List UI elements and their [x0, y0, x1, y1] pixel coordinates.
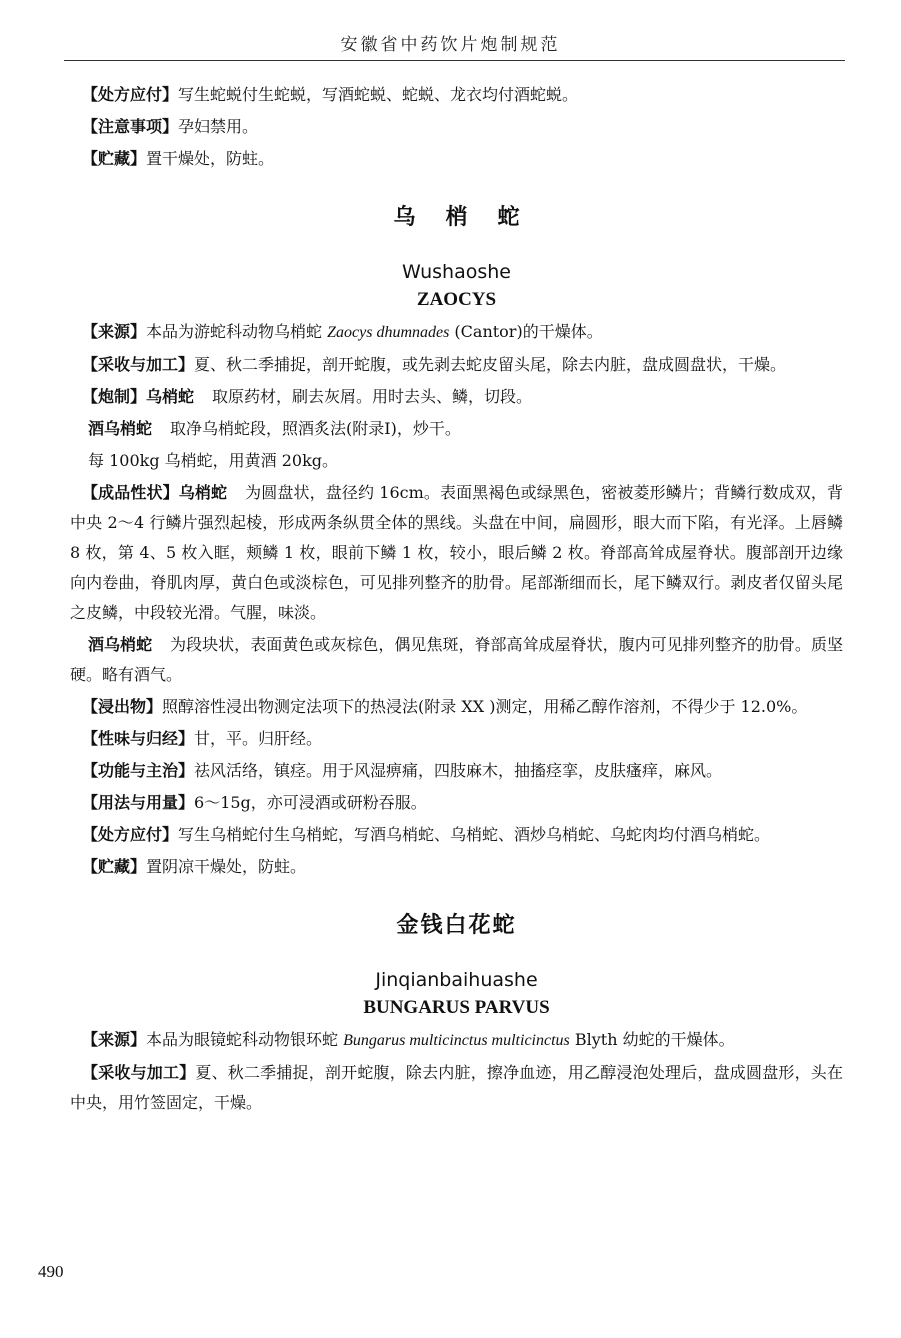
entry1-taste: 【性味与归经】甘，平。归肝经。 [82, 729, 323, 748]
entry1-title: 乌梢蛇 [393, 205, 550, 230]
prev-dispense: 【处方应付】写生蛇蜕付生蛇蜕，写酒蛇蜕、蛇蜕、龙衣均付酒蛇蜕。 [82, 85, 579, 104]
entry1-dispense: 【处方应付】写生乌梢蛇付生乌梢蛇，写酒乌梢蛇、乌梢蛇、酒炒乌梢蛇、乌蛇肉均付酒乌梢蛇。 [82, 825, 771, 844]
entry1-processing: 【炮制】乌梢蛇 取原药材，刷去灰屑。用时去头、鳞，切段。 [82, 387, 533, 406]
entry2-harvest: 【采收与加工】夏、秋二季捕捉，剖开蛇腹，除去内脏，擦净血迹，用乙醇浸泡处理后，盘成圆盘形，头在中央，用竹签固定，干燥。 [70, 1063, 843, 1112]
entry1-storage: 【贮藏】置阴凉干燥处，防蛀。 [82, 857, 307, 876]
entry1-properties: 【成品性状】乌梢蛇 为圆盘状，盘径约 16cm。表面黑褐色或绿黑色，密被菱形鳞片；背鳞行数成双，背中央 2～4 行鳞片强烈起棱，形成两条纵贯全体的黑线。头盘在中间，扁圆形，眼大而下陷，有光泽。上唇鳞 8 枚，第 4、5 枚入眶，颊鳞 1 枚，眼前下鳞 1 枚，较小，眼后鳞 2 枚。脊部高耸成屋脊状。腹部剖开边缘向内卷曲，脊肌肉厚，黄白色或淡棕色，可见排列整齐的肋骨。尾部渐细而长，尾下鳞双行。剥皮者仅留头尾之皮鳞，中段较光滑。气腥，味淡。 [70, 483, 843, 622]
entry1-properties-wine: 酒乌梢蛇 为段块状，表面黄色或灰棕色，偶见焦斑，脊部高耸成屋脊状，腹内可见排列整齐的肋骨。质坚硬。略有酒气。 [70, 635, 843, 684]
entry1-source: 【来源】本品为游蛇科动物乌梢蛇 Zaocys dhumnades (Cantor)的干燥体。 [82, 322, 603, 341]
prev-caution: 【注意事项】孕妇禁用。 [82, 117, 259, 136]
header-rule [64, 60, 845, 61]
entry1-harvest: 【采收与加工】夏、秋二季捕捉，剖开蛇腹，或先剥去蛇皮留头尾，除去内脏，盘成圆盘状，干燥。 [82, 355, 787, 374]
entry1-processing-wine: 酒乌梢蛇 取净乌梢蛇段，照酒炙法(附录Ⅰ)，炒干。 [88, 419, 461, 438]
page-content [70, 80, 843, 1120]
entry1-latin: ZAOCYS [416, 289, 497, 310]
entry2-title: 金钱白花蛇 [396, 913, 517, 938]
page-number: 490 [38, 1262, 64, 1281]
entry2-source: 【来源】本品为眼镜蛇科动物银环蛇 Bungarus multicinctus multicinctus Blyth 幼蛇的干燥体。 [82, 1030, 735, 1049]
entry2-pinyin: Jinqianbaihuashe [375, 969, 538, 991]
entry1-processing-ratio: 每 100kg 乌梢蛇，用黄酒 20kg。 [88, 451, 339, 470]
prev-storage: 【贮藏】置干燥处，防蛀。 [82, 149, 275, 168]
running-header: 安徽省中药饮片炮制规范 [340, 35, 561, 55]
entry1-dosage: 【用法与用量】6～15g，亦可浸酒或研粉吞服。 [82, 793, 427, 812]
entry1-pinyin: Wushaoshe [402, 261, 511, 283]
entry2-latin: BUNGARUS PARVUS [363, 997, 550, 1018]
entry1-function: 【功能与主治】祛风活络，镇痉。用于风湿痹痛，四肢麻木，抽搐痉挛，皮肤瘙痒，麻风。 [82, 761, 723, 780]
entry1-extract: 【浸出物】照醇溶性浸出物测定法项下的热浸法(附录 XX )测定，用稀乙醇作溶剂，不得少于 12.0%。 [82, 697, 808, 716]
